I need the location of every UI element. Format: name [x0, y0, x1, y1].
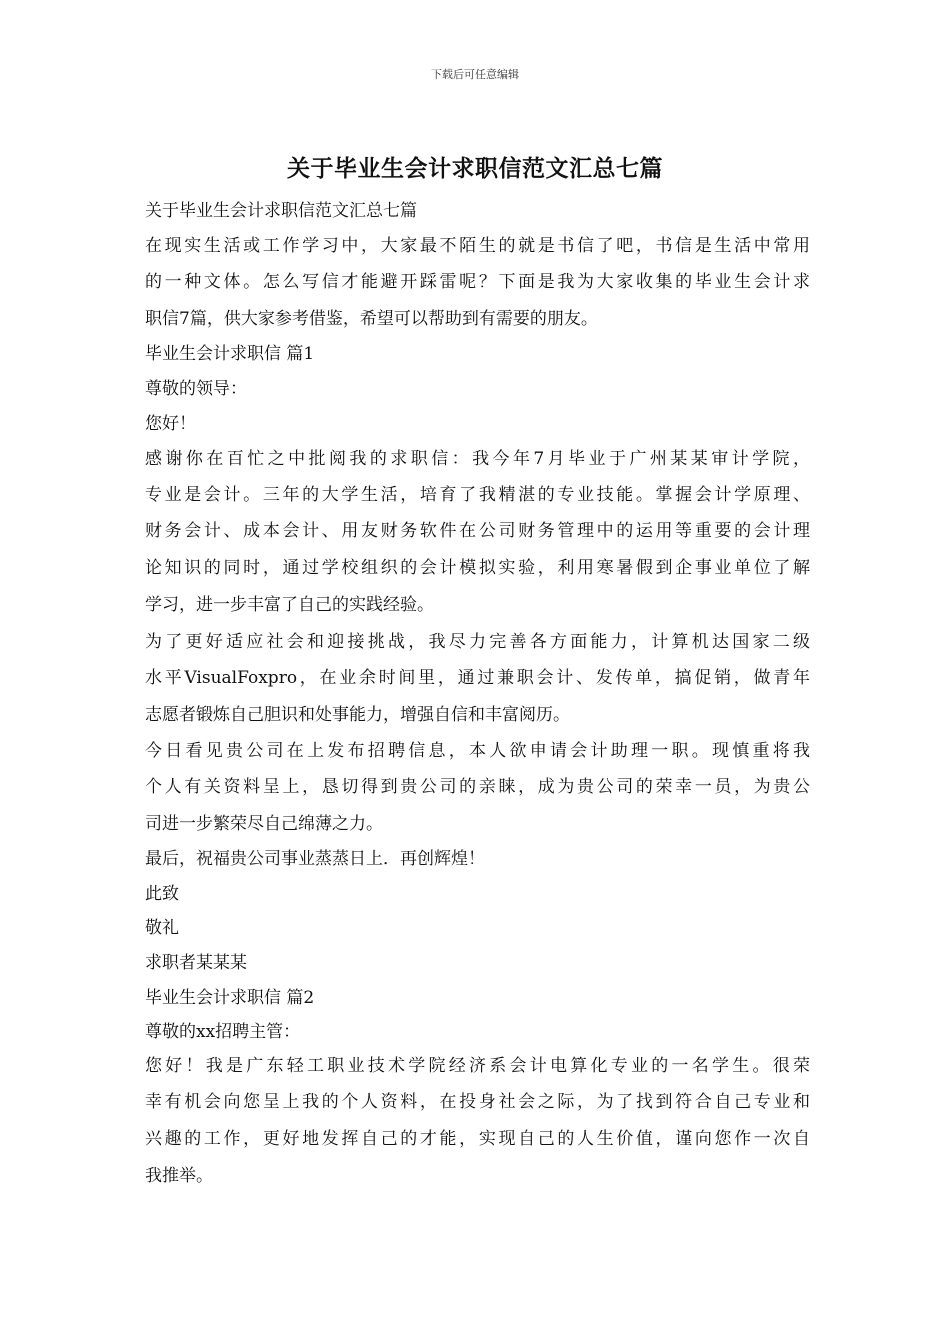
- text-line: 财务会计、成本会计、用友财务软件在公司财务管理中的运用等重要的会计理: [145, 521, 810, 541]
- text-line: 我推举。: [145, 1166, 213, 1186]
- section-heading: 毕业生会计求职信 篇1: [145, 344, 315, 364]
- text-line: 在现实生活或工作学习中，大家最不陌生的就是书信了吧，书信是生活中常用: [145, 236, 810, 256]
- text-line: 关于毕业生会计求职信范文汇总七篇: [145, 201, 417, 221]
- text-line: 兴趣的工作，更好地发挥自己的才能，实现自己的人生价值，谨向您作一次自: [145, 1129, 810, 1149]
- text-line: 的一种文体。怎么写信才能避开踩雷呢？下面是我为大家收集的毕业生会计求: [145, 272, 810, 292]
- text-line: 为了更好适应社会和迎接挑战，我尽力完善各方面能力，计算机达国家二级: [145, 632, 810, 652]
- text-line: 您好！: [145, 414, 196, 434]
- text-line: 最后，祝福贵公司事业蒸蒸日上．再创辉煌！: [145, 849, 485, 869]
- text-line: 此致: [145, 884, 179, 904]
- text-line: 感谢你在百忙之中批阅我的求职信：我今年7月毕业于广州某某审计学院，: [145, 449, 810, 469]
- document-title: 关于毕业生会计求职信范文汇总七篇: [287, 155, 663, 182]
- text-line: 学习，进一步丰富了自己的实践经验。: [145, 595, 434, 615]
- salutation: 尊敬的领导：: [145, 379, 247, 399]
- header-note: 下载后可任意编辑: [431, 68, 519, 81]
- section-heading: 毕业生会计求职信 篇2: [145, 988, 315, 1008]
- text-line: 水平VisualFoxpro，在业余时间里，通过兼职会计、发传单，搞促销，做青年: [145, 668, 810, 688]
- text-line: 您好！我是广东轻工职业技术学院经济系会计电算化专业的一名学生。很荣: [145, 1056, 810, 1076]
- text-line: 司进一步繁荣尽自己绵薄之力。: [145, 814, 383, 834]
- text-line: 论知识的同时，通过学校组织的会计模拟实验，利用寒暑假到企事业单位了解: [145, 558, 810, 578]
- text-line: 幸有机会向您呈上我的个人资料，在投身社会之际，为了找到符合自己专业和: [145, 1092, 810, 1112]
- text-line: 今日看见贵公司在上发布招聘信息，本人欲申请会计助理一职。现慎重将我: [145, 741, 810, 761]
- signature-line: 求职者某某某: [145, 953, 247, 973]
- text-line: 志愿者锻炼自己胆识和处事能力，增强自信和丰富阅历。: [145, 705, 570, 725]
- text-line: 专业是会计。三年的大学生活，培育了我精湛的专业技能。掌握会计学原理、: [145, 485, 810, 505]
- salutation: 尊敬的xx招聘主管：: [145, 1022, 301, 1042]
- text-line: 个人有关资料呈上，恳切得到贵公司的亲睐，成为贵公司的荣幸一员，为贵公: [145, 777, 810, 797]
- text-line: 敬礼: [145, 918, 179, 938]
- text-line: 职信7篇，供大家参考借鉴，希望可以帮助到有需要的朋友。: [145, 309, 598, 329]
